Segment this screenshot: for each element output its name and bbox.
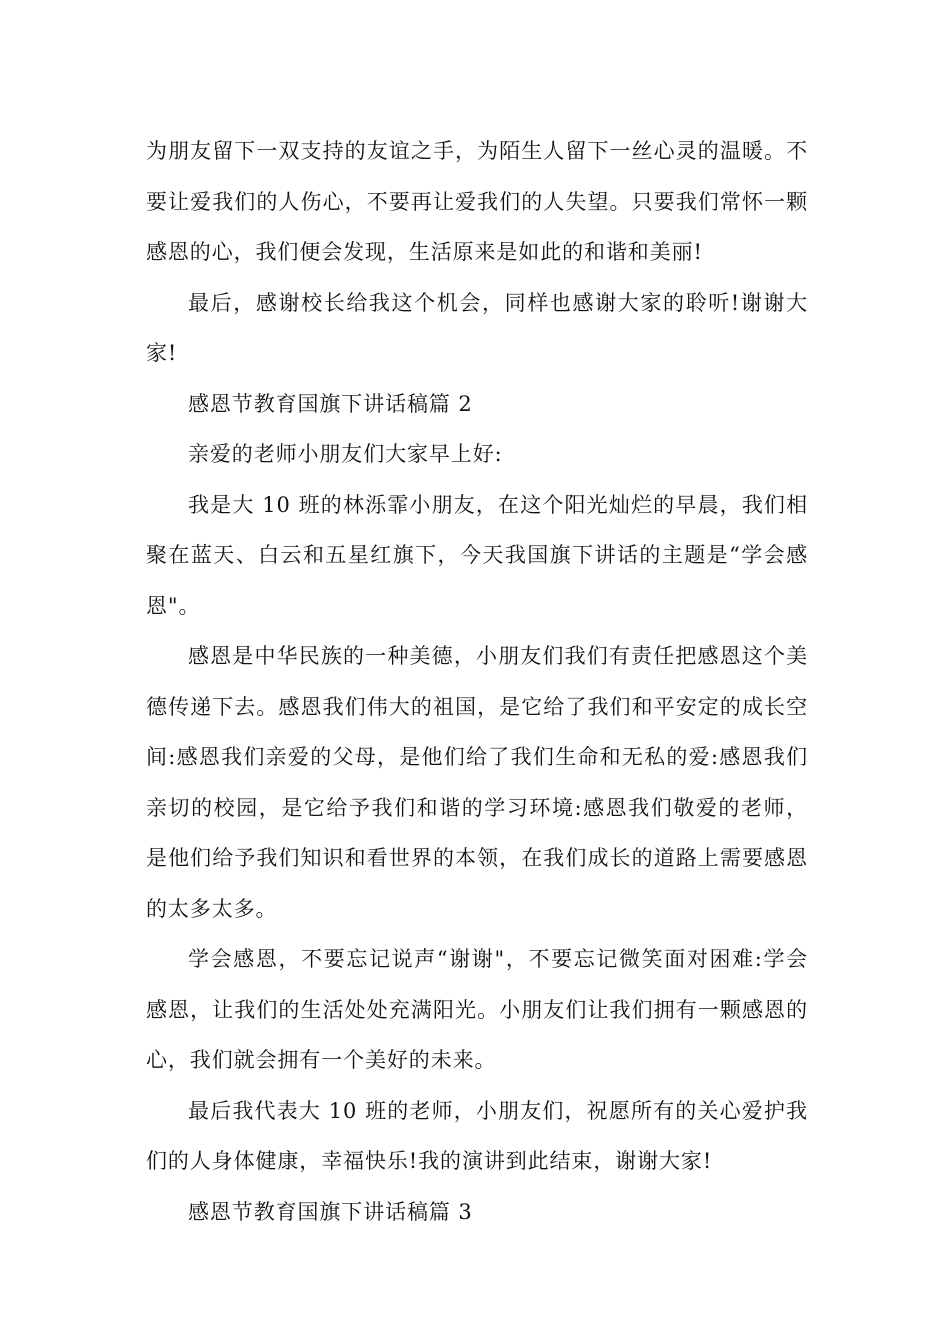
section-heading-2: 感恩节教育国旗下讲话稿篇 2 [188,391,473,416]
paragraph-closing-wishes: 最后我代表大 10 班的老师，小朋友们，祝愿所有的关心爱护我们的人身体健康，幸福快乐!我的演讲到此结束，谢谢大家! [146,1098,808,1173]
section-heading-3: 感恩节教育国旗下讲话稿篇 3 [188,1199,473,1224]
paragraph-intro-closing: 为朋友留下一双支持的友谊之手，为陌生人留下一丝心灵的温暖。不要让爱我们的人伤心，不要再让爱我们的人失望。只要我们常怀一颗感恩的心，我们便会发现，生活原来是如此的和谐和美丽! [146,139,808,264]
document-body [146,126,808,1237]
paragraph-self-intro: 我是大 10 班的林泺霏小朋友，在这个阳光灿烂的早晨，我们相聚在蓝天、白云和五星红旗下，今天我国旗下讲话的主题是“学会感恩"。 [146,492,808,618]
paragraph-learn-gratitude: 学会感恩，不要忘记说声“谢谢"，不要忘记微笑面对困难:学会感恩，让我们的生活处处充满阳光。小朋友们让我们拥有一颗感恩的心，我们就会拥有一个美好的未来。 [146,947,808,1072]
paragraph-gratitude-virtue: 感恩是中华民族的一种美德，小朋友们我们有责任把感恩这个美德传递下去。感恩我们伟大的祖国，是它给了我们和平安定的成长空间:感恩我们亲爱的父母，是他们给了我们生命和无私的爱:感恩我们亲切的校园，是它给予我们和谐的学习环境:感恩我们敬爱的老师，是他们给予我们知识和看世界的本领，在我们成长的道路上需要感恩的太多太多。 [146,644,808,921]
paragraph-greeting: 亲爱的老师小朋友们大家早上好: [188,442,503,466]
paragraph-thanks: 最后，感谢校长给我这个机会，同样也感谢大家的聆听!谢谢大家! [146,290,808,365]
